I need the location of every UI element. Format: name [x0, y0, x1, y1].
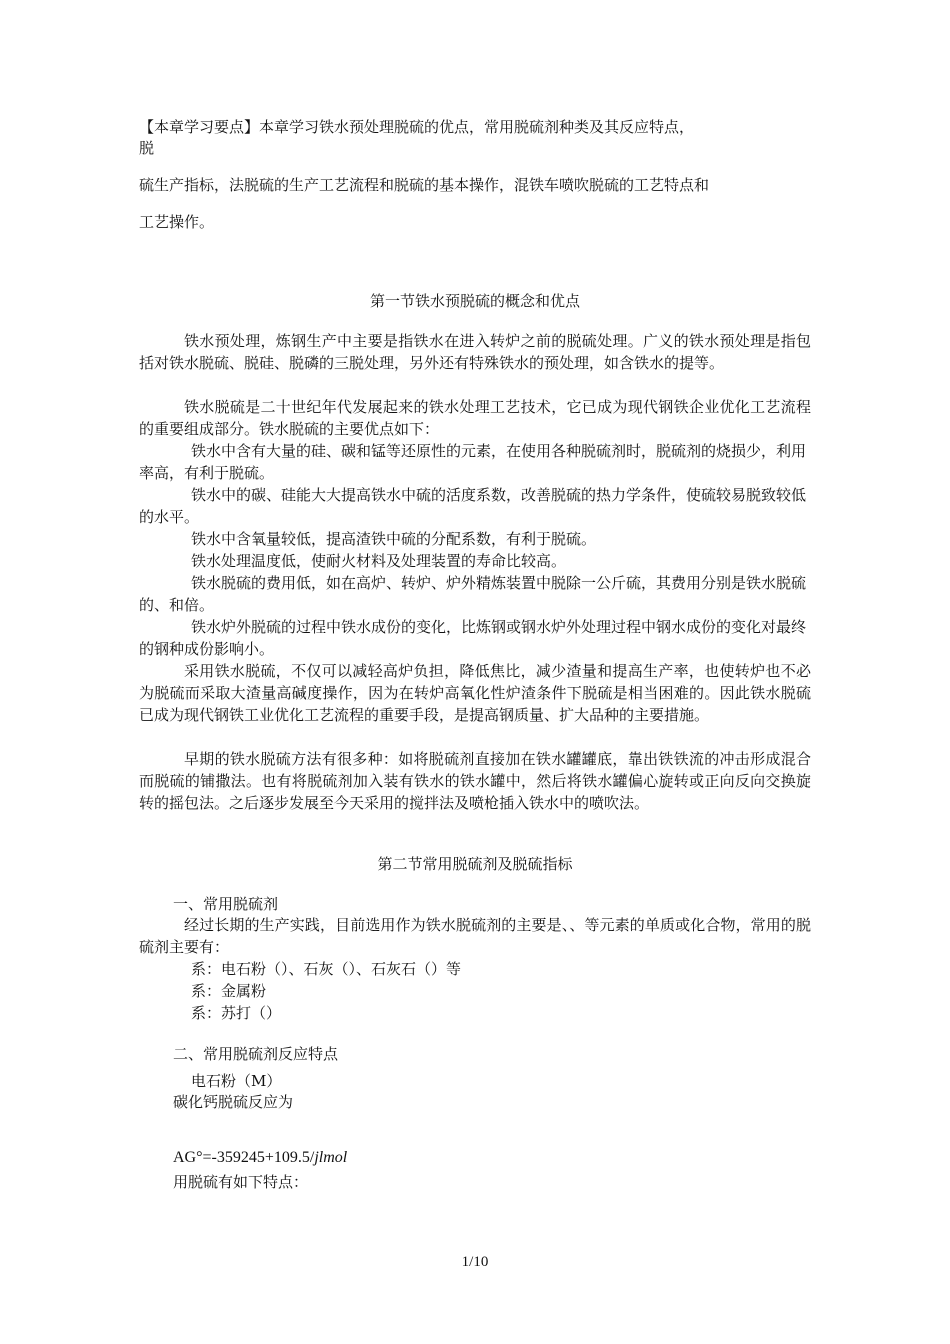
section-1-paragraph-2: 铁水脱硫是二十世纪年代发展起来的铁水处理工艺技术，它已成为现代钢铁企业优化工艺流程的重要组成部分。铁水脱硫的主要优点如下： [139, 398, 811, 438]
section-1-paragraph-4: 早期的铁水脱硫方法有很多种：如将脱硫剂直接加在铁水罐罐底，靠出铁铁流的冲击形成混合而脱硫的铺撒法。也有将脱硫剂加入装有铁水的铁水罐中，然后将铁水罐偏心旋转或正向反向交换旋转的摇包法。之后逐步发展至今天采用的搅拌法及喷枪插入铁水中的喷吹法。 [139, 750, 811, 812]
advantage-item: 铁水处理温度低，使耐火材料及处理装置的寿命比较高。 [191, 552, 567, 570]
page-number: 1/10 [461, 1254, 489, 1270]
advantage-item: 铁水脱硫的费用低，如在高炉、转炉、炉外精炼装置中脱除一公斤硫，其费用分别是铁水脱硫的、和倍。 [139, 574, 807, 614]
desulfurizer-item: 系：电石粉（）、石灰（）、石灰石（）等 [191, 960, 462, 978]
intro-line-1: 【本章学习要点】本章学习铁水预处理脱硫的优点，常用脱硫剂种类及其反应特点， [139, 118, 695, 136]
features-intro: 用脱硫有如下特点： [173, 1173, 309, 1191]
advantage-item: 铁水炉外脱硫的过程中铁水成份的变化，比炼钢或钢水炉外处理过程中钢水成份的变化对最终的钢种成份影响小。 [139, 618, 807, 658]
section-2-paragraph-1: 经过长期的生产实践，目前选用作为铁水脱硫剂的主要是、、等元素的单质或化合物，常用的脱硫剂主要有： [139, 916, 811, 956]
section-1-title: 第一节铁水预脱硫的概念和优点 [369, 292, 580, 310]
intro-line-3: 工艺操作。 [139, 213, 215, 231]
intro-line-1b: 脱 [139, 139, 155, 157]
subsection-1-title: 一、常用脱硫剂 [173, 895, 279, 913]
section-1-paragraph-3: 采用铁水脱硫，不仅可以减轻高炉负担，降低焦比，减少渣量和提高生产率，也使转炉也不必为脱硫而采取大渣量高碱度操作，因为在转炉高氧化性炉渣条件下脱硫是相当困难的。因此铁水脱硫已成为现代钢铁工业优化工艺流程的重要手段，是提高钢质量、扩大品种的主要措施。 [139, 662, 811, 724]
desulfurizer-item: 系：苏打（） [191, 1004, 282, 1022]
advantage-item: 铁水中含有大量的硅、碳和锰等还原性的元素，在使用各种脱硫剂时，脱硫剂的烧损少，利用率高，有利于脱硫。 [139, 442, 807, 482]
desulfurizer-item: 系：金属粉 [191, 982, 267, 1000]
advantage-item: 铁水中含氧量较低，提高渣铁中硫的分配系数，有利于脱硫。 [191, 530, 597, 548]
gibbs-formula [173, 1149, 347, 1167]
section-2-title: 第二节常用脱硫剂及脱硫指标 [377, 855, 573, 873]
advantage-item: 铁水中的碳、硅能大大提高铁水中硫的活度系数，改善脱硫的热力学条件，使硫较易脱致较低的水平。 [139, 486, 807, 526]
calcium-carbide-label: 电石粉（M） [191, 1072, 282, 1090]
formula-main: AG°=-359245+109.5/ [173, 1149, 315, 1166]
intro-line-2: 硫生产指标，法脱硫的生产工艺流程和脱硫的基本操作，混铁车喷吹脱硫的工艺特点和 [139, 176, 710, 194]
section-1-paragraph-1: 铁水预处理，炼钢生产中主要是指铁水在进入转炉之前的脱硫处理。广义的铁水预处理是指包括对铁水脱硫、脱硅、脱磷的三脱处理，另外还有特殊铁水的预处理，如含铁水的提等。 [139, 332, 811, 372]
formula-unit: jlmol [314, 1149, 348, 1166]
subsection-2-title: 二、常用脱硫剂反应特点 [173, 1045, 339, 1063]
reaction-title: 碳化钙脱硫反应为 [173, 1093, 294, 1111]
